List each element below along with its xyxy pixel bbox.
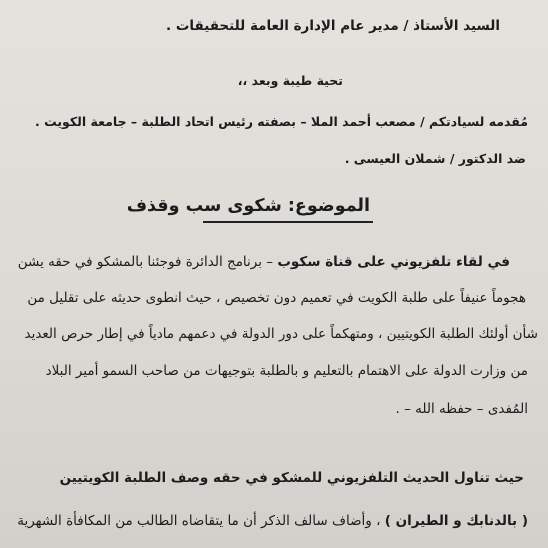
body-line-1-rest: – برنامج الدائرة فوجئنا بالمشكو في حقه يشن	[17, 254, 278, 270]
paragraph-2-line-2-rest: ، وأضاف سالف الذكر أن ما يتقاضاه الطالب من المكافأة الشهرية	[17, 513, 385, 529]
paragraph-2-line-2	[17, 515, 528, 529]
submitted-by-line: مُقدمه لسيادتكم / مصعب أحمد الملا – بصفته رئيس اتحاد الطلبة – جامعة الكويت .	[35, 114, 528, 129]
body-line-2: هجوماً عنيفاً على طلبة الكويت في تعميم دون تخصيص ، حيث انطوى حديثه على تقليل من	[27, 290, 526, 306]
body-line-1	[18, 256, 510, 270]
greeting-line: تحية طيبة وبعد ،،	[237, 73, 343, 88]
body-line-4: من وزارت الدولة على الاهتمام بالتعليم و بالطلبة بتوجيهات من صاحب السمو أمير البلاد	[45, 363, 528, 379]
body-line-3: شأن أولئك الطلبة الكويتيين ، ومتهكماً على دور الدولة في دعمهم مادياً في إطار حرص العديد	[24, 326, 538, 342]
body-line-1-start: في لقاء تلفزيوني على قناة سكوب	[277, 254, 510, 270]
subject-line: الموضوع: شكوى سب وقذف	[126, 196, 370, 216]
paragraph-2-line-1: حيث تناول الحديث التلفزيوني للمشكو في حقه وصف الطلبة الكويتيين	[59, 470, 524, 486]
recipient-line: السيد الأستاذ / مدير عام الإدارة العامة للتحقيقات .	[166, 18, 500, 34]
against-line: ضد الدكتور / شملان العيسى .	[344, 151, 526, 166]
body-line-5: المُفدى – حفظه الله – .	[395, 401, 528, 417]
subject-underline	[203, 221, 373, 223]
paragraph-2-paren-phrase: ( بالدنابك و الطيران )	[384, 513, 528, 529]
